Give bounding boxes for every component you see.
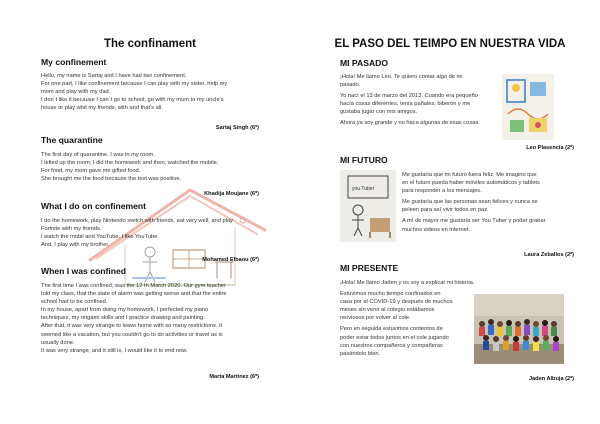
paragraph-line: Hello, my name is Sartaj and I have had two confinement. bbox=[41, 73, 187, 79]
paragraph-line: con nuestros compañeros y compañeras bbox=[340, 342, 443, 349]
paragraph-line: pasándolo bien. bbox=[340, 350, 381, 357]
paragraph-line: For food, my mom gave me gifted food. bbox=[41, 168, 141, 175]
paragraph-line: mom and play with my dad. bbox=[41, 89, 111, 96]
author-signature: Sartaj Singh (6º) bbox=[215, 125, 259, 131]
paragraph-line: For one part, I like confinement because I can play with my sister, help my bbox=[41, 81, 228, 88]
paragraph-line: hacía cosas diferentes, tenía pañales, biberón y me bbox=[340, 101, 471, 108]
paragraph-line: en el futuro pueda haber móviles automáticos y tablets bbox=[402, 180, 540, 187]
author-signature: Marta Martinez (6º) bbox=[209, 374, 259, 380]
section-heading-mi-futuro: MI FUTURO bbox=[340, 155, 388, 165]
paragraph-line: told my class, that the state of alarm was getting worse and that the entire bbox=[41, 291, 227, 298]
paragraph-line: school had to be confined. bbox=[41, 299, 108, 306]
section-body-mi-futuro bbox=[402, 171, 546, 234]
paragraph-line: A mí de mayor me gustaría ser You Tuber y poder grabar bbox=[402, 218, 546, 225]
paragraph-line: Fortnite with my friends. bbox=[41, 226, 102, 233]
paragraph-line: meses sin venir al colegio estábamos bbox=[340, 307, 435, 314]
paragraph-line: pasado. bbox=[340, 82, 361, 89]
author-signature: Leo Plasencia (2º) bbox=[526, 145, 574, 151]
paragraph-line: Yo nací el 13 de marzo del 2013. Cuando era pequeño bbox=[340, 93, 478, 100]
past-childhood-drawing bbox=[502, 74, 554, 140]
paragraph-line: The first time I was confined, was the 12 th March 2020. Our gym teacher bbox=[41, 283, 226, 289]
paragraph-line: Me gustaría que las personas sean felices y nunca se bbox=[402, 199, 538, 206]
paragraph-line: In my house, apart from doing my homework, I perfected my piano bbox=[41, 307, 209, 314]
paragraph-line: usually done. bbox=[41, 339, 75, 346]
author-signature: Khadija Moujane (6º) bbox=[204, 191, 259, 197]
paragraph-line: And, I play with my brother. bbox=[41, 242, 110, 249]
section-heading-mi-presente: MI PRESENTE bbox=[340, 263, 399, 273]
section-body-my-confinement bbox=[41, 72, 227, 112]
paragraph-line: Pero en seguida estuvimos contentos de bbox=[340, 326, 443, 333]
section-heading-the-quarantine: The quarantine bbox=[41, 135, 103, 145]
paragraph-line: techniques, my origami skills and I practice drawing and painting. bbox=[41, 315, 205, 322]
paragraph-line: seemed like a vacation, but you couldn't go to do activities or travel as is bbox=[41, 331, 223, 338]
author-signature: Laura Zeballos (2º) bbox=[524, 252, 574, 258]
paragraph-line: poder estar todos juntos en el cole jugando bbox=[340, 334, 449, 341]
paragraph-line: nerviosos por volver al cole. bbox=[340, 315, 411, 322]
paragraph-line: Estuvimos mucho tiempo confinados en bbox=[340, 291, 441, 298]
paragraph-line: I tidied up the room; I did the homework and then, watched the mobile. bbox=[41, 160, 219, 167]
paragraph-line: The first day of quarantine, I was in my room. bbox=[41, 152, 155, 158]
right-page bbox=[300, 0, 600, 424]
section-heading-when-i-was-confined: When I was confined bbox=[41, 266, 126, 276]
section-heading-mi-pasado: MI PASADO bbox=[340, 58, 389, 68]
section-heading-what-i-do: What I do on confinement bbox=[41, 201, 147, 211]
future-youtuber-drawing bbox=[340, 170, 396, 242]
section-heading-my-confinement: My confinement bbox=[41, 57, 107, 67]
paragraph-line: She brought me the food because the test was positive. bbox=[41, 176, 182, 183]
drawing-caption: you Tuber bbox=[352, 186, 375, 192]
author-signature: Jaden Albuja (2º) bbox=[528, 376, 574, 382]
paragraph-line: gustaba jugar con mis amigos. bbox=[340, 109, 418, 116]
paragraph-line: Me gustaría que mi futuro fuera feliz. Me imagino que bbox=[402, 172, 537, 178]
class-group-photo bbox=[474, 294, 564, 364]
paragraph-line: ¡Hola! Me llamo Jaden y os voy a explicar mi historia. bbox=[340, 280, 475, 286]
section-body-what-i-do bbox=[41, 217, 233, 249]
section-body-mi-pasado bbox=[340, 73, 480, 128]
paragraph-line: It was very strange, and it still is, I would like it to end now. bbox=[41, 347, 188, 354]
paragraph-line: I do the homework, play Nintendo switch with friends, eat very well, and play bbox=[41, 218, 233, 224]
paragraph-line: I don´t like it because I can´t go to school, go with my mum to my uncle's bbox=[41, 97, 224, 104]
left-page-title: The confinament bbox=[103, 38, 196, 50]
paragraph-line: After that, it was very strange to leave home with so many restrictions. It bbox=[41, 323, 223, 330]
paragraph-line: Ahora ya soy grande y no hace algunas de esas cosas. bbox=[340, 120, 480, 127]
section-body-when-i-was-confined bbox=[41, 282, 227, 355]
right-page-title: EL PASO DEL TEIMPO EN NUESTRA VIDA bbox=[334, 38, 566, 50]
paragraph-line: I watch the mobil and YouTube. I like YouTube. bbox=[41, 234, 159, 241]
paragraph-line: para responder a los mensajes. bbox=[402, 188, 482, 195]
paragraph-line: casa por el COVID-19 y después de muchos bbox=[340, 299, 453, 306]
paragraph-line: peleen para así vivir todos en paz. bbox=[402, 207, 489, 214]
author-signature: Mohamed Elbaou (6º) bbox=[202, 257, 259, 263]
paragraph-line: muchos videos en internet. bbox=[402, 226, 470, 233]
paragraph-line: ¡Hola! Me llamo Leo. Te quiero contar algo de mi bbox=[340, 74, 463, 80]
paragraph-line: house or play whit my friends, with and that's all. bbox=[41, 105, 163, 112]
section-body-mi-presente bbox=[340, 279, 474, 358]
section-body-the-quarantine bbox=[41, 151, 218, 183]
